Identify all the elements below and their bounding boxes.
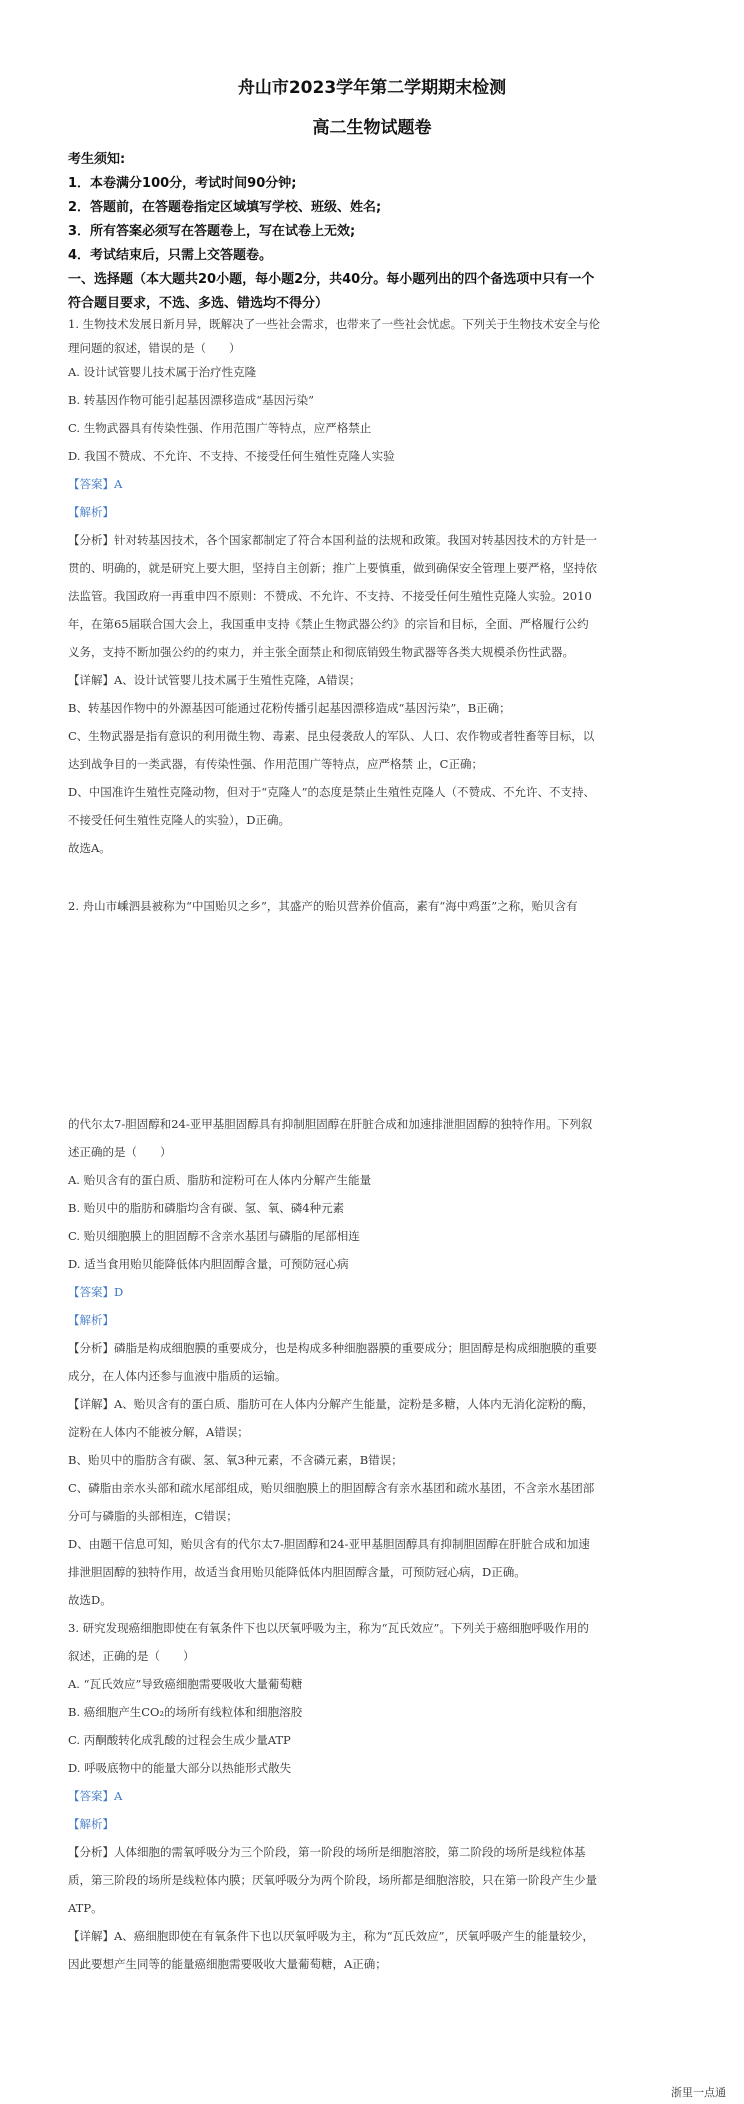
q2-conclusion: 故选D。	[68, 1593, 112, 1607]
q2-detail: C、磷脂由亲水头部和疏水尾部组成，贻贝细胞膜上的胆固醇含有亲水基团和疏水基团，不含亲水基团部	[68, 1481, 595, 1495]
q2-detail: B、贻贝中的脂肪含有碳、氢、氧3种元素，不含磷元素，B错误；	[68, 1453, 403, 1467]
q3-option-a: A. “瓦氏效应”导致癌细胞需要吸收大量葡萄糖	[68, 1677, 303, 1691]
section-heading-cont: 符合题目要求，不选、多选、错选均不得分）	[68, 296, 329, 311]
q2-stem-cont: 的代尔太7-胆固醇和24-亚甲基胆固醇具有抑制胆固醇在肝脏合成和加速排泄胆固醇的独特作用。下列叙	[68, 1117, 593, 1131]
q2-analysis: 成分，在人体内还参与血液中脂质的运输。	[68, 1369, 287, 1383]
q2-detail: 分可与磷脂的头部相连，C错误；	[68, 1509, 238, 1523]
q2-answer: 【答案】D	[68, 1285, 124, 1299]
exam-title: 舟山市2023学年第二学期期末检测	[237, 78, 507, 98]
q1-detail: 不接受任何生殖性克隆人的实验），D正确。	[68, 813, 290, 827]
q2-detail: D、由题干信息可知，贻贝含有的代尔太7-胆固醇和24-亚甲基胆固醇具有抑制胆固醇在肝脏合成和加速	[68, 1537, 590, 1551]
q3-stem: 3. 研究发现癌细胞即使在有氧条件下也以厌氧呼吸为主，称为“瓦氏效应”。下列关于癌细胞呼吸作用的	[68, 1621, 589, 1635]
q1-detail: D、中国准许生殖性克隆动物，但对于“克隆人”的态度是禁止生殖性克隆人（不赞成、不允许、不支持、	[68, 785, 595, 799]
q1-option-d: D. 我国不赞成、不允许、不支持、不接受任何生殖性克隆人实验	[68, 449, 395, 463]
q1-analysis: 义务，支持不断加强公约的约束力，并主张全面禁止和彻底销毁生物武器等各类大规模杀伤性武器。	[68, 645, 574, 659]
notice-item: 4．考试结束后，只需上交答题卷。	[68, 248, 273, 263]
q2-analysis: 【分析】磷脂是构成细胞膜的重要成分，也是构成多种细胞器膜的重要成分；胆固醇是构成细胞膜的重要	[68, 1341, 597, 1355]
q1-stem-cont: 理问题的叙述，错误的是（ ）	[68, 341, 241, 355]
q3-analysis: ATP。	[68, 1901, 103, 1915]
notice-item: 3．所有答案必须写在答题卷上，写在试卷上无效;	[68, 224, 356, 239]
q1-jiexi-tag: 【解析】	[68, 505, 114, 519]
q3-answer: 【答案】A	[68, 1789, 123, 1803]
q2-option-b: B. 贻贝中的脂肪和磷脂均含有碳、氢、氧、磷4种元素	[68, 1201, 345, 1215]
q3-jiexi-tag: 【解析】	[68, 1817, 114, 1831]
q3-analysis: 【分析】人体细胞的需氧呼吸分为三个阶段，第一阶段的场所是细胞溶胶，第二阶段的场所是线粒体基	[68, 1845, 586, 1859]
q1-stem: 1. 生物技术发展日新月异，既解决了一些社会需求，也带来了一些社会忧虑。下列关于生物技术安全与伦	[68, 317, 601, 331]
q1-answer: 【答案】A	[68, 477, 123, 491]
q2-detail: 排泄胆固醇的独特作用，故适当食用贻贝能降低体内胆固醇含量，可预防冠心病，D正确。	[68, 1565, 526, 1579]
q1-option-a: A. 设计试管婴儿技术属于治疗性克隆	[68, 365, 257, 379]
q3-option-d: D. 呼吸底物中的能量大部分以热能形式散失	[68, 1761, 292, 1775]
q2-option-d: D. 适当食用贻贝能降低体内胆固醇含量，可预防冠心病	[68, 1257, 349, 1271]
q1-analysis: 年，在第65届联合国大会上，我国重申支持《禁止生物武器公约》的宗旨和目标，全面、严格履行公约	[68, 617, 589, 631]
q3-option-c: C. 丙酮酸转化成乳酸的过程会生成少量ATP	[68, 1733, 291, 1747]
notice-item: 2．答题前，在答题卷指定区域填写学校、班级、姓名;	[68, 200, 382, 215]
q1-analysis: 贯的、明确的，就是研究上要大胆，坚持自主创新；推广上要慎重，做到确保安全管理上要严格，坚持依	[68, 561, 597, 575]
q2-stem-cont: 述正确的是（ ）	[68, 1145, 172, 1159]
q2-jiexi-tag: 【解析】	[68, 1313, 114, 1327]
exam-subtitle: 高二生物试题卷	[312, 118, 432, 138]
q1-detail: B、转基因作物中的外源基因可能通过花粉传播引起基因漂移造成“基因污染”，B正确；	[68, 701, 511, 715]
q1-detail: 【详解】A、设计试管婴儿技术属于生殖性克隆，A错误；	[68, 673, 361, 687]
q2-option-c: C. 贻贝细胞膜上的胆固醇不含亲水基团与磷脂的尾部相连	[68, 1229, 360, 1243]
q1-detail: C、生物武器是指有意识的利用微生物、毒素、昆虫侵袭敌人的军队、人口、农作物或者牲畜等目标，以	[68, 729, 595, 743]
q3-detail: 因此要想产生同等的能量癌细胞需要吸收大量葡萄糖，A正确；	[68, 1957, 387, 1971]
q1-option-c: C. 生物武器具有传染性强、作用范围广等特点，应严格禁止	[68, 421, 372, 435]
q2-option-a: A. 贻贝含有的蛋白质、脂肪和淀粉可在人体内分解产生能量	[68, 1173, 372, 1187]
notice-item: 1．本卷满分100分，考试时间90分钟;	[68, 176, 297, 191]
notice-heading: 考生须知:	[68, 152, 126, 167]
q1-detail: 达到战争目的一类武器，有传染性强、作用范围广等特点，应严格禁 止，C正确；	[68, 757, 483, 771]
section-heading: 一、选择题（本大题共20小题，每小题2分，共40分。每小题列出的四个备选项中只有一个	[68, 272, 595, 287]
q1-analysis: 【分析】针对转基因技术，各个国家都制定了符合本国利益的法规和政策。我国对转基因技术的方针是一	[68, 533, 597, 547]
q2-detail: 【详解】A、贻贝含有的蛋白质、脂肪可在人体内分解产生能量，淀粉是多糖，人体内无消化淀粉的酶，	[68, 1397, 594, 1411]
q3-stem-cont: 叙述，正确的是（ ）	[68, 1649, 195, 1663]
q2-stem: 2. 舟山市嵊泗县被称为“中国贻贝之乡”，其盛产的贻贝营养价值高，素有“海中鸡蛋”之称，贻贝含有	[68, 899, 578, 913]
footer-brand: 浙里一点通	[671, 2086, 726, 2099]
q1-conclusion: 故选A。	[68, 841, 111, 855]
q3-analysis: 质，第三阶段的场所是线粒体内膜；厌氧呼吸分为两个阶段，场所都是细胞溶胶，只在第一阶段产生少量	[68, 1873, 597, 1887]
q2-detail: 淀粉在人体内不能被分解，A错误；	[68, 1425, 249, 1439]
q3-option-b: B. 癌细胞产生CO₂的场所有线粒体和细胞溶胶	[68, 1705, 303, 1719]
q1-option-b: B. 转基因作物可能引起基因漂移造成“基因污染”	[68, 393, 315, 407]
q3-detail: 【详解】A、癌细胞即使在有氧条件下也以厌氧呼吸为主，称为“瓦氏效应”，厌氧呼吸产生的能量较少，	[68, 1929, 595, 1943]
q1-analysis: 法监管。我国政府一再重申四不原则：不赞成、不允许、不支持、不接受任何生殖性克隆人实验。2010	[68, 589, 592, 603]
